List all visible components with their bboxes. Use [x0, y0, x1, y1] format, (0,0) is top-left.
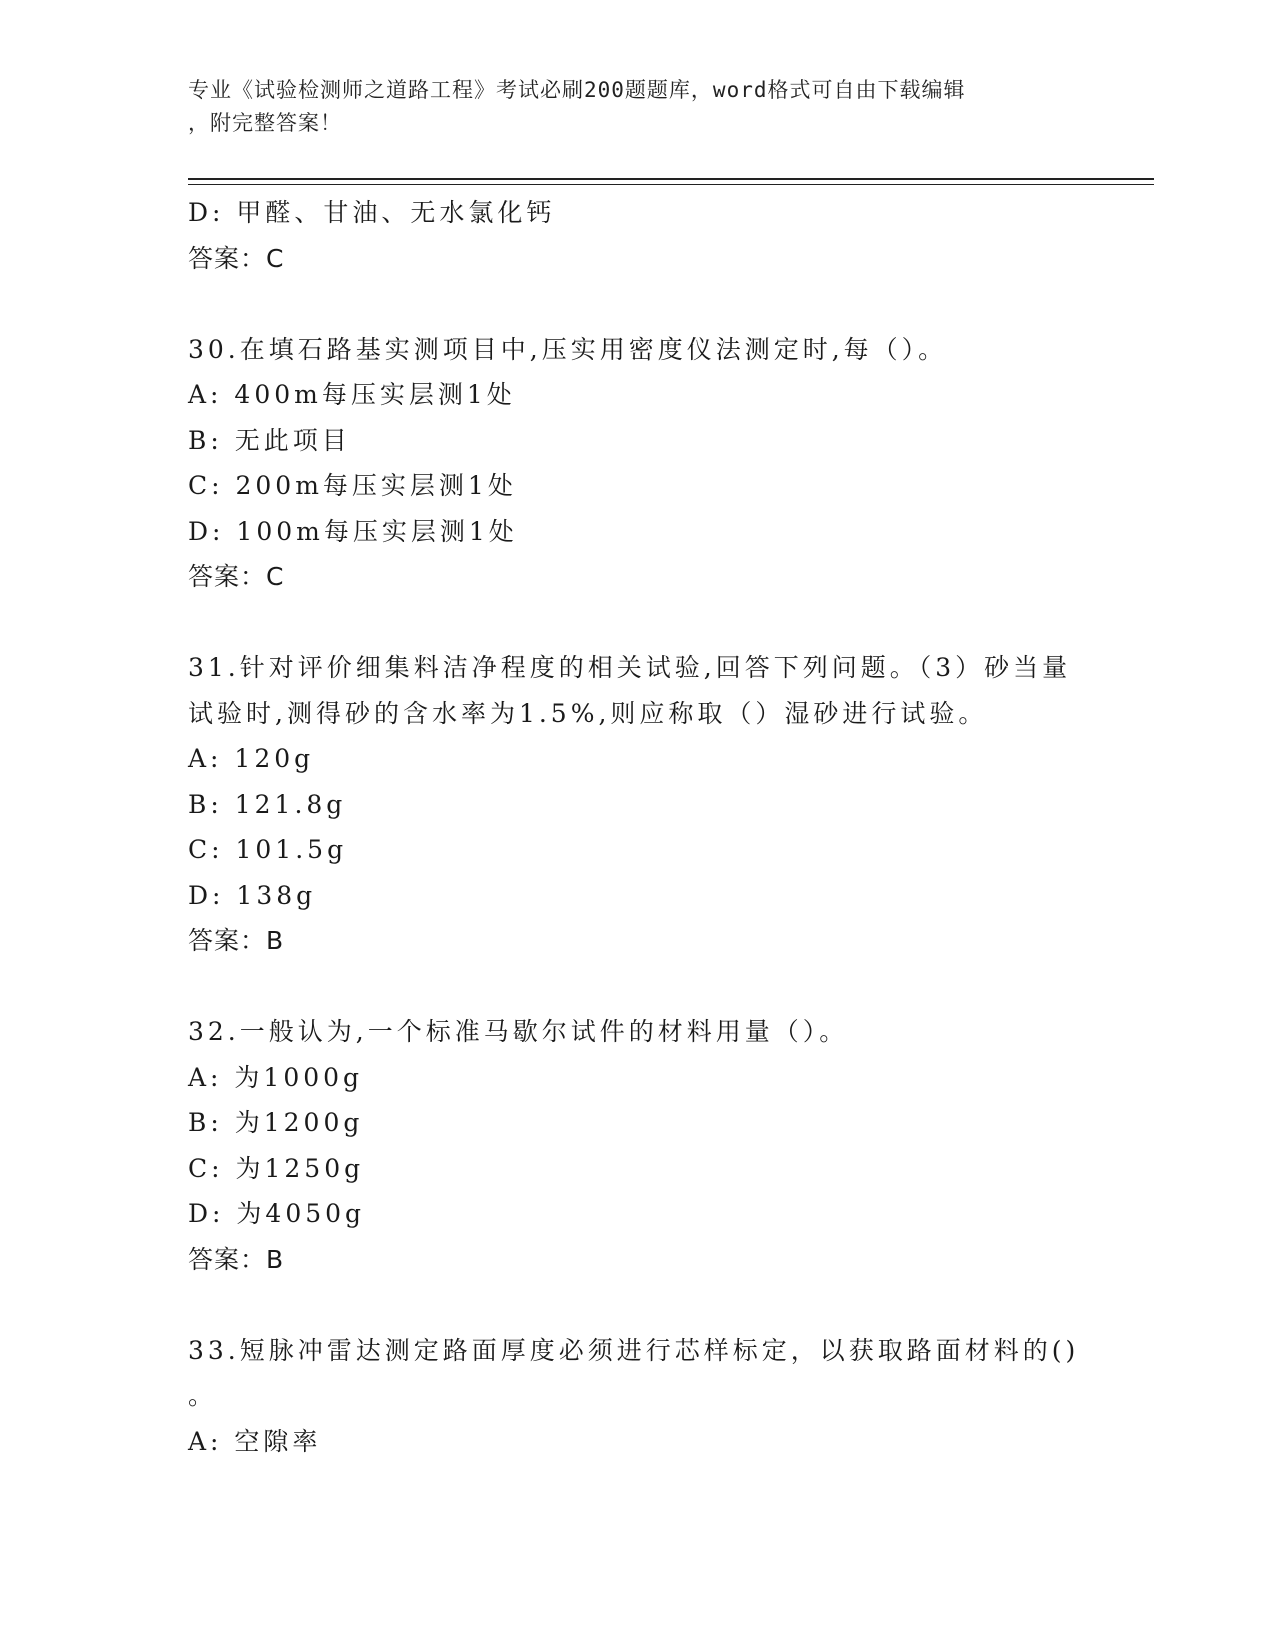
question-31-stem-line1: 31.针对评价细集料洁净程度的相关试验,回答下列问题。（3）砂当量 [188, 653, 1072, 682]
question-32-option-b: B: 为1200g [188, 1108, 364, 1137]
spacer [188, 1282, 1088, 1328]
question-30-answer: 答案：C [188, 562, 285, 591]
question-31-option-a: A: 120g [188, 744, 315, 773]
spacer [188, 281, 1088, 327]
question-31-option-b: B: 121.8g [188, 789, 347, 819]
question-32-option-a: A: 为1000g [188, 1062, 364, 1092]
header-divider-thick [188, 178, 1154, 180]
question-33-stem-line1: 33.短脉冲雷达测定路面厚度必须进行芯样标定，以获取路面材料的() [188, 1335, 1080, 1365]
header-title-line2: ，附完整答案！ [188, 111, 342, 135]
header-divider-thin [188, 184, 1154, 185]
question-30-stem: 30.在填石路基实测项目中,压实用密度仪法测定时,每（）。 [188, 334, 948, 364]
spacer [188, 964, 1088, 1010]
prev-option-d: D: 甲醛、甘油、无水氯化钙 [188, 198, 556, 227]
question-31-stem-line2: 试验时,测得砂的含水率为1.5%,则应称取（）湿砂进行试验。 [188, 698, 988, 728]
question-30-option-a: A: 400m每压实层测1处 [188, 380, 516, 409]
question-32-option-c: C: 为1250g [188, 1153, 365, 1183]
question-32-option-d: D: 为4050g [188, 1199, 366, 1228]
question-list [188, 190, 1088, 1464]
question-31-option-d: D: 138g [188, 880, 317, 910]
question-32-answer: 答案：B [188, 1244, 285, 1274]
question-30-option-c: C: 200m每压实层测1处 [188, 471, 517, 500]
question-32-stem: 32.一般认为,一个标准马歇尔试件的材料用量（）。 [188, 1017, 849, 1046]
question-30-option-d: D: 100m每压实层测1处 [188, 516, 518, 546]
prev-answer: 答案：C [188, 243, 285, 273]
question-31-option-c: C: 101.5g [188, 835, 348, 864]
header-title-line1: 专业《试验检测师之道路工程》考试必刷200题题库，word格式可自由下载编辑 [188, 78, 966, 102]
spacer [188, 600, 1088, 646]
question-33-option-a: A: 空隙率 [188, 1426, 322, 1456]
question-31-answer: 答案：B [188, 926, 285, 955]
page-header [188, 74, 1068, 140]
question-33-stem-line2: 。 [188, 1381, 218, 1410]
question-30-option-b: B: 无此项目 [188, 425, 351, 455]
